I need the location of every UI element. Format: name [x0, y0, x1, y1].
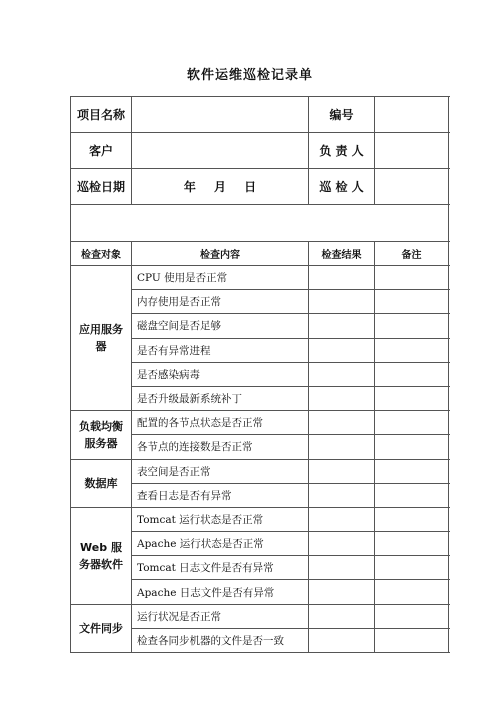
- inspection-items: [71, 266, 449, 653]
- check-item-cell: 是否有异常进程: [132, 338, 309, 362]
- remark-cell[interactable]: [375, 314, 449, 338]
- category-cell: 应用服务器: [71, 266, 132, 411]
- date-row: [71, 169, 449, 205]
- project-name-field[interactable]: [132, 97, 309, 133]
- number-label: 编号: [309, 97, 375, 133]
- remark-cell[interactable]: [375, 483, 449, 507]
- blank-row: [71, 205, 449, 242]
- result-cell[interactable]: [309, 411, 375, 435]
- blank-cell[interactable]: [71, 205, 449, 242]
- category-cell: 数据库: [71, 459, 132, 507]
- result-cell[interactable]: [309, 362, 375, 386]
- result-cell[interactable]: [309, 507, 375, 531]
- check-item-cell: 配置的各节点状态是否正常: [132, 411, 309, 435]
- result-cell[interactable]: [309, 435, 375, 459]
- check-item-cell: Tomcat 运行状态是否正常: [132, 507, 309, 531]
- table-row: [71, 266, 449, 290]
- customer-row: [71, 133, 449, 169]
- inspect-date-label: 巡检日期: [71, 169, 132, 205]
- remark-cell[interactable]: [375, 386, 449, 410]
- result-cell[interactable]: [309, 338, 375, 362]
- project-name-label: 项目名称: [71, 97, 132, 133]
- inspector-field[interactable]: [375, 169, 449, 205]
- remark-cell[interactable]: [375, 435, 449, 459]
- check-item-cell: Apache 日志文件是否有异常: [132, 580, 309, 604]
- check-item-cell: 是否升级最新系统补丁: [132, 386, 309, 410]
- remark-cell[interactable]: [375, 604, 449, 628]
- column-header-object: 检查对象: [71, 242, 132, 266]
- result-cell[interactable]: [309, 290, 375, 314]
- result-cell[interactable]: [309, 386, 375, 410]
- inspect-date-field[interactable]: 年 月 日: [132, 169, 309, 205]
- result-cell[interactable]: [309, 604, 375, 628]
- result-cell[interactable]: [309, 483, 375, 507]
- column-header-remark: 备注: [375, 242, 449, 266]
- table-row: [71, 411, 449, 435]
- remark-cell[interactable]: [375, 411, 449, 435]
- result-cell[interactable]: [309, 314, 375, 338]
- result-cell[interactable]: [309, 532, 375, 556]
- check-item-cell: 各节点的连接数是否正常: [132, 435, 309, 459]
- remark-cell[interactable]: [375, 290, 449, 314]
- remark-cell[interactable]: [375, 459, 449, 483]
- check-item-cell: Tomcat 日志文件是否有异常: [132, 556, 309, 580]
- category-cell: 文件同步: [71, 604, 132, 652]
- check-item-cell: 表空间是否正常: [132, 459, 309, 483]
- remark-cell[interactable]: [375, 507, 449, 531]
- category-cell: Web 服务器软件: [71, 507, 132, 604]
- customer-label: 客户: [71, 133, 132, 169]
- check-item-cell: Apache 运行状态是否正常: [132, 532, 309, 556]
- result-cell[interactable]: [309, 580, 375, 604]
- result-cell[interactable]: [309, 556, 375, 580]
- check-item-cell: 磁盘空间是否足够: [132, 314, 309, 338]
- table-row: [71, 604, 449, 628]
- check-item-cell: 是否感染病毒: [132, 362, 309, 386]
- inspector-label: 巡 检 人: [309, 169, 375, 205]
- customer-field[interactable]: [132, 133, 309, 169]
- check-item-cell: 内存使用是否正常: [132, 290, 309, 314]
- remark-cell[interactable]: [375, 580, 449, 604]
- check-item-cell: 运行状况是否正常: [132, 604, 309, 628]
- result-cell[interactable]: [309, 266, 375, 290]
- category-cell: 负载均衡服务器: [71, 411, 132, 459]
- remark-cell[interactable]: [375, 266, 449, 290]
- column-header-result: 检查结果: [309, 242, 375, 266]
- form-title: 软件运维巡检记录单: [186, 68, 313, 83]
- inspection-form-table: [70, 96, 449, 653]
- column-header-row: [71, 242, 449, 266]
- table-row: [71, 459, 449, 483]
- check-item-cell: 查看日志是否有异常: [132, 483, 309, 507]
- number-field[interactable]: [375, 97, 449, 133]
- owner-label: 负 责 人: [309, 133, 375, 169]
- result-cell[interactable]: [309, 628, 375, 652]
- project-row: [71, 97, 449, 133]
- remark-cell[interactable]: [375, 532, 449, 556]
- remark-cell[interactable]: [375, 362, 449, 386]
- remark-cell[interactable]: [375, 338, 449, 362]
- check-item-cell: 检查各同步机器的文件是否一致: [132, 628, 309, 652]
- table-row: [71, 507, 449, 531]
- check-item-cell: CPU 使用是否正常: [132, 266, 309, 290]
- column-header-content: 检查内容: [132, 242, 309, 266]
- remark-cell[interactable]: [375, 556, 449, 580]
- remark-cell[interactable]: [375, 628, 449, 652]
- result-cell[interactable]: [309, 459, 375, 483]
- owner-field[interactable]: [375, 133, 449, 169]
